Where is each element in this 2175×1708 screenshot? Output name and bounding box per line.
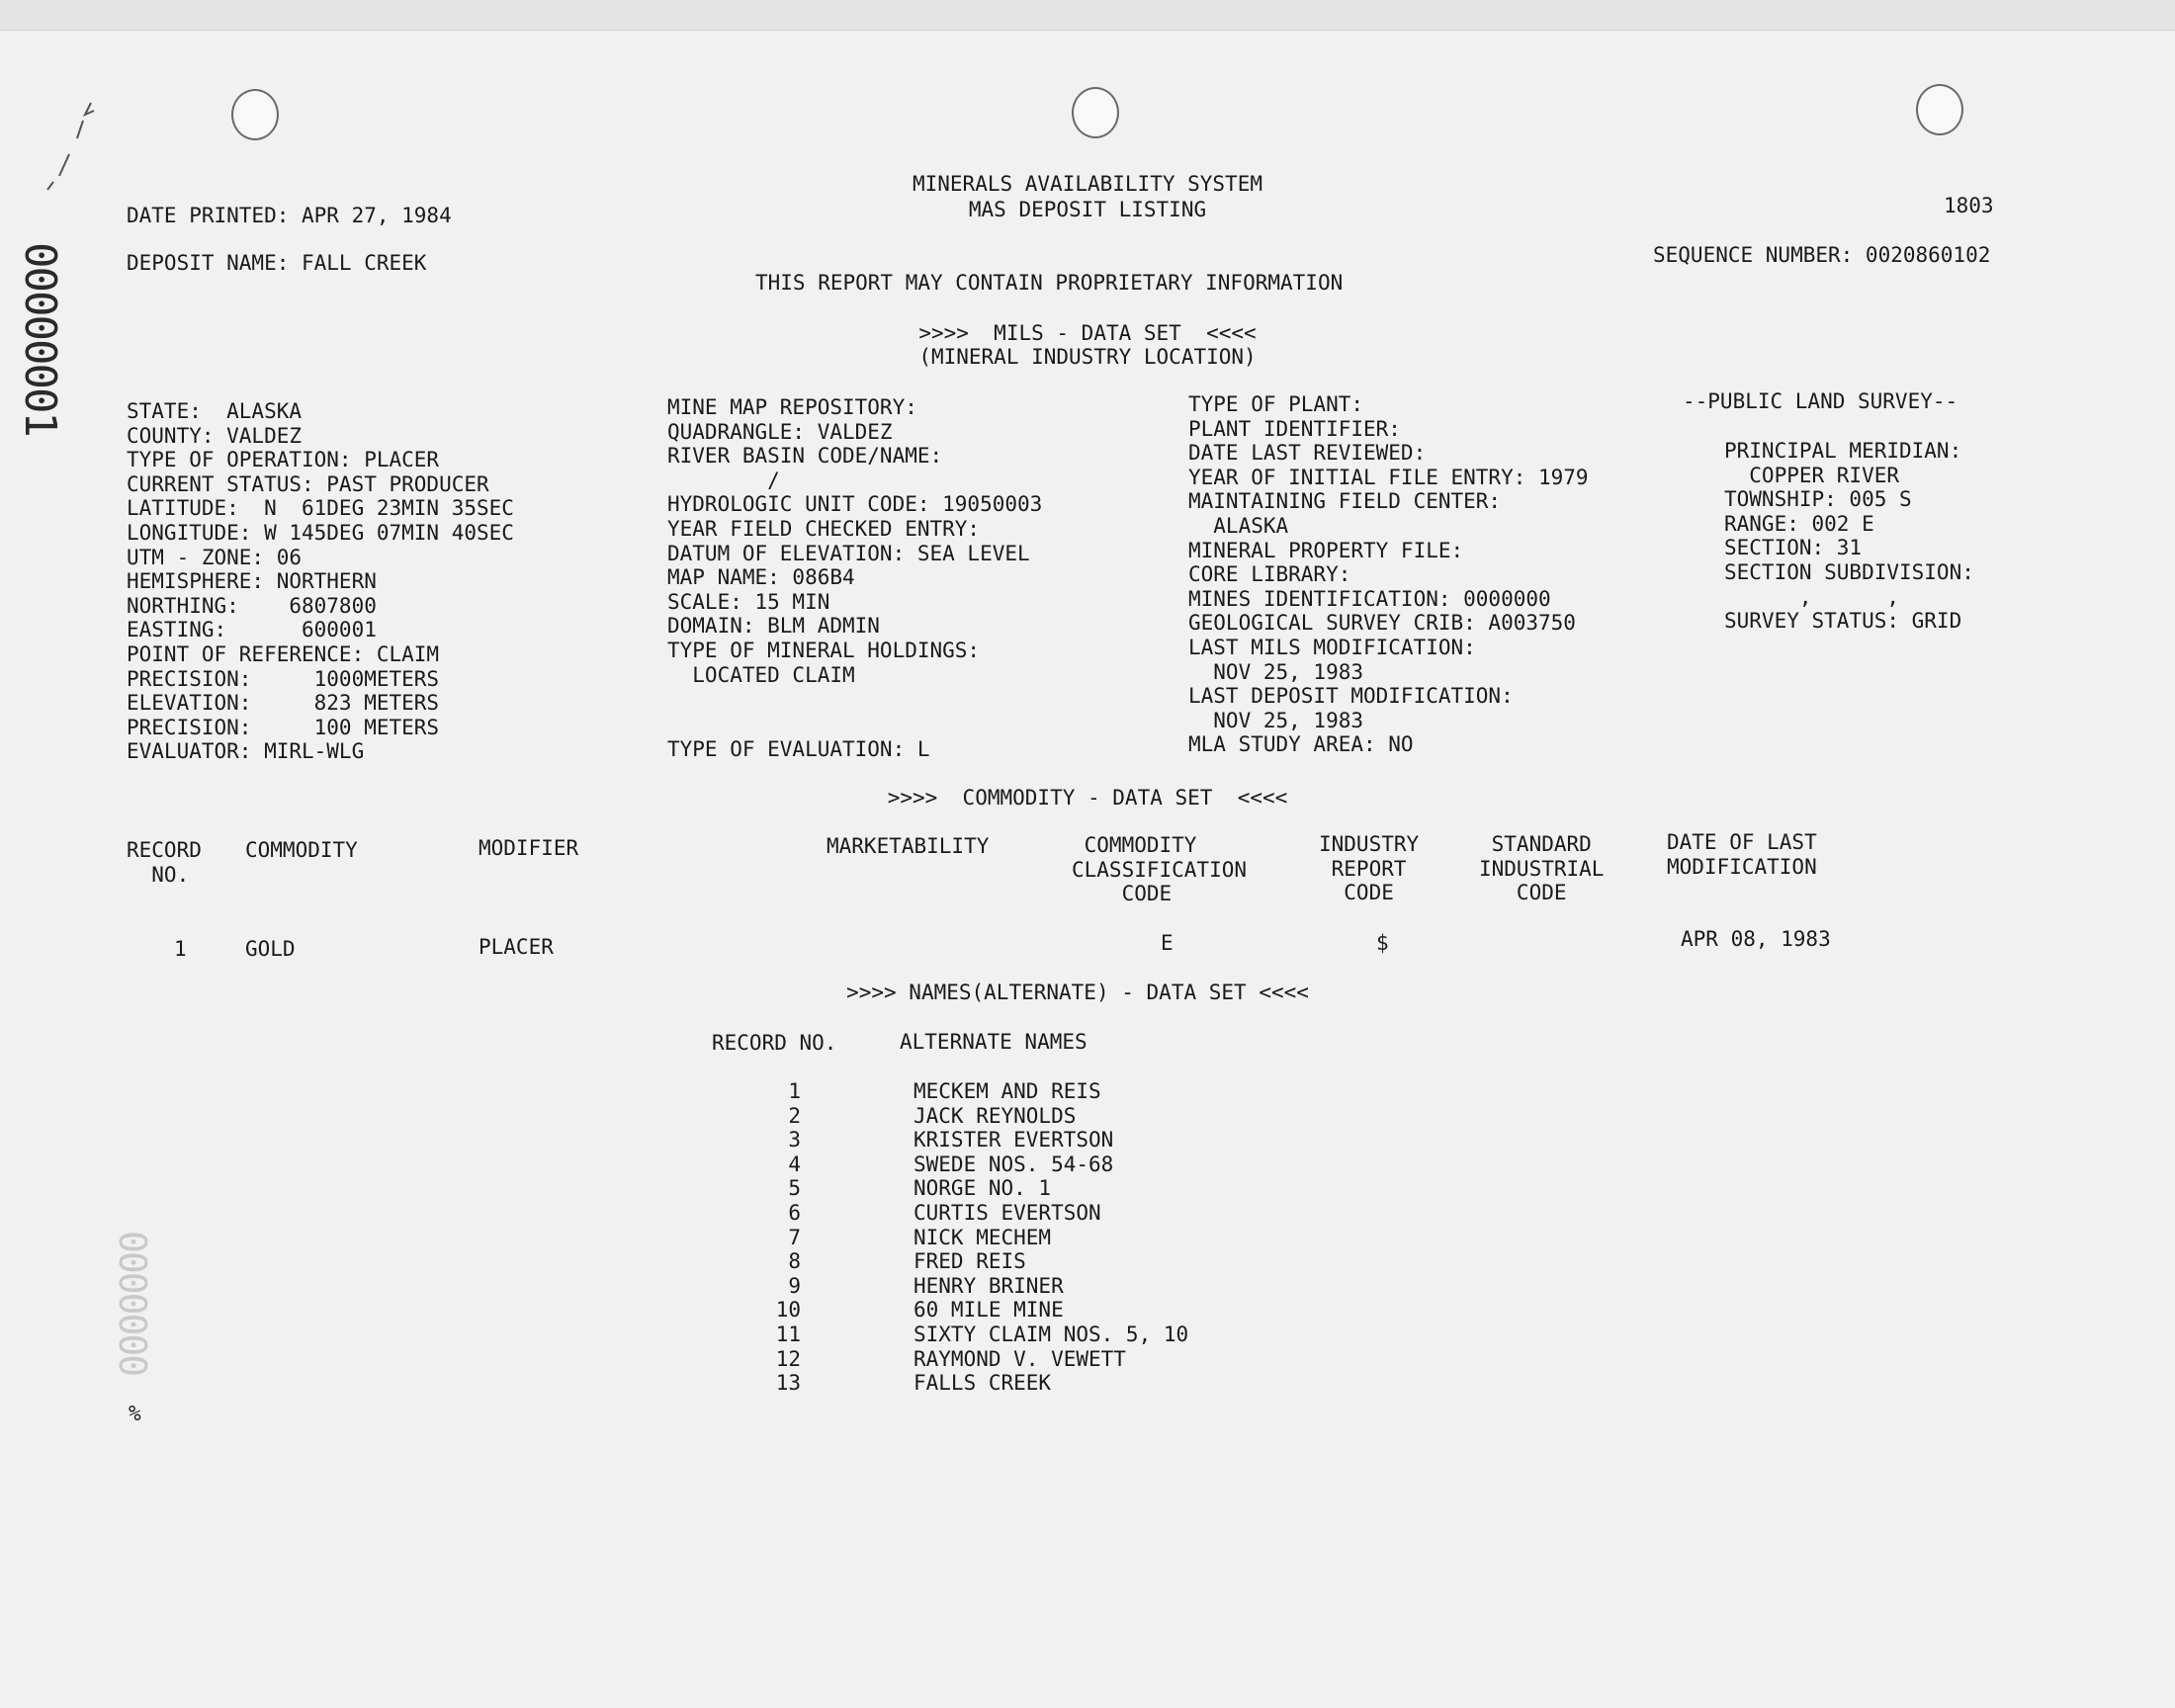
survey-field-line: TOWNSHIP: 005 S [1724,487,1912,512]
plant-field-line: ALASKA [1188,513,1289,538]
alternate-name-record-no: 3 [788,1128,801,1153]
plant-field-line: MLA STUDY AREA: NO [1188,732,1414,757]
location-field-line: POINT OF REFERENCE: CLAIM [127,641,440,666]
scan-top-edge [0,0,2175,31]
location-field-line: STATE: ALASKA [127,399,303,423]
map-field-line: YEAR FIELD CHECKED ENTRY: [667,516,981,541]
location-field-line: LATITUDE: N 61DEG 23MIN 35SEC [127,496,514,521]
col-classification: COMMODITY CLASSIFICATION CODE [1072,833,1248,906]
location-field-line: UTM - ZONE: 06 [127,545,303,569]
alternate-name-record-no: 6 [788,1200,801,1225]
map-field-line: SCALE: 15 MIN [667,589,830,614]
footer-mark: % [129,1402,141,1425]
mils-plant-column [1188,392,1589,757]
commodity-row-classification: E [1161,931,1174,955]
map-field-line: DATUM OF ELEVATION: SEA LEVEL [667,541,1030,565]
names-heading: >>>> NAMES(ALTERNATE) - DATA SET <<<< [846,981,1309,1004]
map-field-line: RIVER BASIN CODE/NAME: [667,444,943,469]
survey-field-line: SECTION: 31 [1724,536,1863,560]
alternate-name: NORGE NO. 1 [914,1176,1052,1201]
alternate-name: FALLS CREEK [914,1371,1052,1396]
listing-title: MAS DEPOSIT LISTING [968,198,1207,221]
mils-map-column [667,395,1042,687]
location-field-line: TYPE OF OPERATION: PLACER [127,448,440,472]
alternate-name: KRISTER EVERTSON [914,1128,1114,1153]
mils-location-column [127,399,514,764]
map-field-line: / [667,468,780,492]
punch-hole-right [1916,84,1963,135]
col-names-record: RECORD NO. [712,1031,837,1055]
location-field-line: NORTHING: 6807800 [127,593,377,618]
margin-id-number: 00000001 [15,242,65,436]
plant-field-line: NOV 25, 1983 [1188,708,1364,732]
commodity-row-date: APR 08, 1983 [1681,927,1831,951]
alternate-name-record-no: 12 [775,1346,801,1371]
location-field-line: ELEVATION: 823 METERS [127,691,440,716]
map-field-line: LOCATED CLAIM [667,662,855,687]
pen-mark [40,95,109,194]
col-industry-report: INDUSTRY REPORT CODE [1319,832,1420,905]
alternate-name-record-no: 11 [775,1322,801,1346]
margin-faint-stamp: 0000000 [111,1231,154,1376]
punch-hole-center [1072,87,1119,138]
survey-field-line: PRINCIPAL MERIDIAN: [1724,439,1962,463]
survey-field-line: SECTION SUBDIVISION: [1724,559,1974,584]
alternate-name: SWEDE NOS. 54-68 [914,1152,1114,1176]
public-land-survey-column [1724,439,1974,634]
mils-subheading: (MINERAL INDUSTRY LOCATION) [918,345,1257,369]
plant-field-line: NOV 25, 1983 [1188,659,1364,684]
plant-field-line: YEAR OF INITIAL FILE ENTRY: 1979 [1188,465,1589,489]
map-field-line: DOMAIN: BLM ADMIN [667,614,880,639]
proprietary-notice: THIS REPORT MAY CONTAIN PROPRIETARY INFORMATION [755,271,1344,295]
map-field-line: MAP NAME: 086B4 [667,565,855,590]
survey-field-line: COPPER RIVER [1724,463,1900,487]
plant-field-line: MINERAL PROPERTY FILE: [1188,538,1464,562]
date-printed: DATE PRINTED: APR 27, 1984 [127,204,452,227]
commodity-heading: >>>> COMMODITY - DATA SET <<<< [887,786,1288,810]
location-field-line: PRECISION: 1000METERS [127,666,440,691]
plant-field-line: LAST DEPOSIT MODIFICATION: [1188,684,1514,709]
alternate-name-record-no: 7 [788,1225,801,1249]
location-field-line: CURRENT STATUS: PAST PRODUCER [127,471,489,496]
location-field-line: LONGITUDE: W 145DEG 07MIN 40SEC [127,520,514,545]
col-marketability: MARKETABILITY [826,834,990,858]
alternate-name-record-no: 8 [788,1249,801,1274]
commodity-row-modifier: PLACER [478,935,554,959]
system-title: MINERALS AVAILABILITY SYSTEM [912,172,1262,196]
survey-field-line: , , [1724,584,1900,609]
alternate-name-record-no: 5 [788,1176,801,1201]
page-number: 1803 [1944,194,1994,217]
plant-field-line: TYPE OF PLANT: [1188,392,1364,416]
survey-field-line: SURVEY STATUS: GRID [1724,609,1962,634]
alternate-name: SIXTY CLAIM NOS. 5, 10 [914,1322,1189,1346]
location-field-line: EVALUATOR: MIRL-WLG [127,739,365,764]
plant-field-line: CORE LIBRARY: [1188,562,1351,587]
mils-heading: >>>> MILS - DATA SET <<<< [918,321,1257,345]
col-modifier: MODIFIER [478,836,579,860]
alternate-name-record-no: 1 [788,1079,801,1103]
col-alternate-names: ALTERNATE NAMES [900,1030,1088,1054]
plant-field-line: DATE LAST REVIEWED: [1188,441,1427,466]
commodity-row-record: 1 [174,937,187,961]
alternate-name: FRED REIS [914,1249,1026,1274]
location-field-line: COUNTY: VALDEZ [127,423,303,448]
alternate-name-record-no: 2 [788,1103,801,1128]
alternate-name: RAYMOND V. VEWETT [914,1346,1126,1371]
commodity-row-industry-code: $ [1376,931,1389,955]
plant-field-line: LAST MILS MODIFICATION: [1188,635,1476,659]
alternate-name: MECKEM AND REIS [914,1079,1101,1103]
alternate-name: JACK REYNOLDS [914,1103,1077,1128]
map-field-line: QUADRANGLE: VALDEZ [667,419,893,444]
location-field-line: HEMISPHERE: NORTHERN [127,569,377,594]
col-commodity: COMMODITY [245,838,358,862]
punch-hole-left [231,89,279,140]
location-field-line: PRECISION: 100 METERS [127,715,440,739]
plant-field-line: MAINTAINING FIELD CENTER: [1188,489,1502,514]
plant-field-line: MINES IDENTIFICATION: 0000000 [1188,586,1551,611]
alternate-name: HENRY BRINER [914,1273,1064,1298]
col-record-no: RECORD NO. [127,838,202,887]
alternate-name: NICK MECHEM [914,1225,1052,1249]
public-land-survey-title: --PUBLIC LAND SURVEY-- [1683,389,1958,413]
alternate-name: CURTIS EVERTSON [914,1200,1101,1225]
deposit-name: DEPOSIT NAME: FALL CREEK [127,251,427,275]
commodity-row-commodity: GOLD [245,937,296,961]
map-field-line: HYDROLOGIC UNIT CODE: 19050003 [667,492,1043,517]
alternate-name-record-no: 9 [788,1273,801,1298]
map-field-line: MINE MAP REPOSITORY: [667,395,917,419]
alternate-name-record-no: 4 [788,1152,801,1176]
col-standard-industrial: STANDARD INDUSTRIAL CODE [1479,832,1605,905]
alternate-name-record-no: 10 [775,1298,801,1323]
col-date-last-mod: DATE OF LAST MODIFICATION [1667,830,1817,879]
type-of-evaluation: TYPE OF EVALUATION: L [667,737,930,761]
location-field-line: EASTING: 600001 [127,618,377,642]
plant-field-line: GEOLOGICAL SURVEY CRIB: A003750 [1188,611,1576,636]
survey-field-line: RANGE: 002 E [1724,511,1874,536]
alternate-name: 60 MILE MINE [914,1298,1064,1323]
map-field-line: TYPE OF MINERAL HOLDINGS: [667,638,981,662]
sequence-number: SEQUENCE NUMBER: 0020860102 [1653,243,1991,267]
alternate-name-record-no: 13 [775,1371,801,1396]
plant-field-line: PLANT IDENTIFIER: [1188,416,1401,441]
